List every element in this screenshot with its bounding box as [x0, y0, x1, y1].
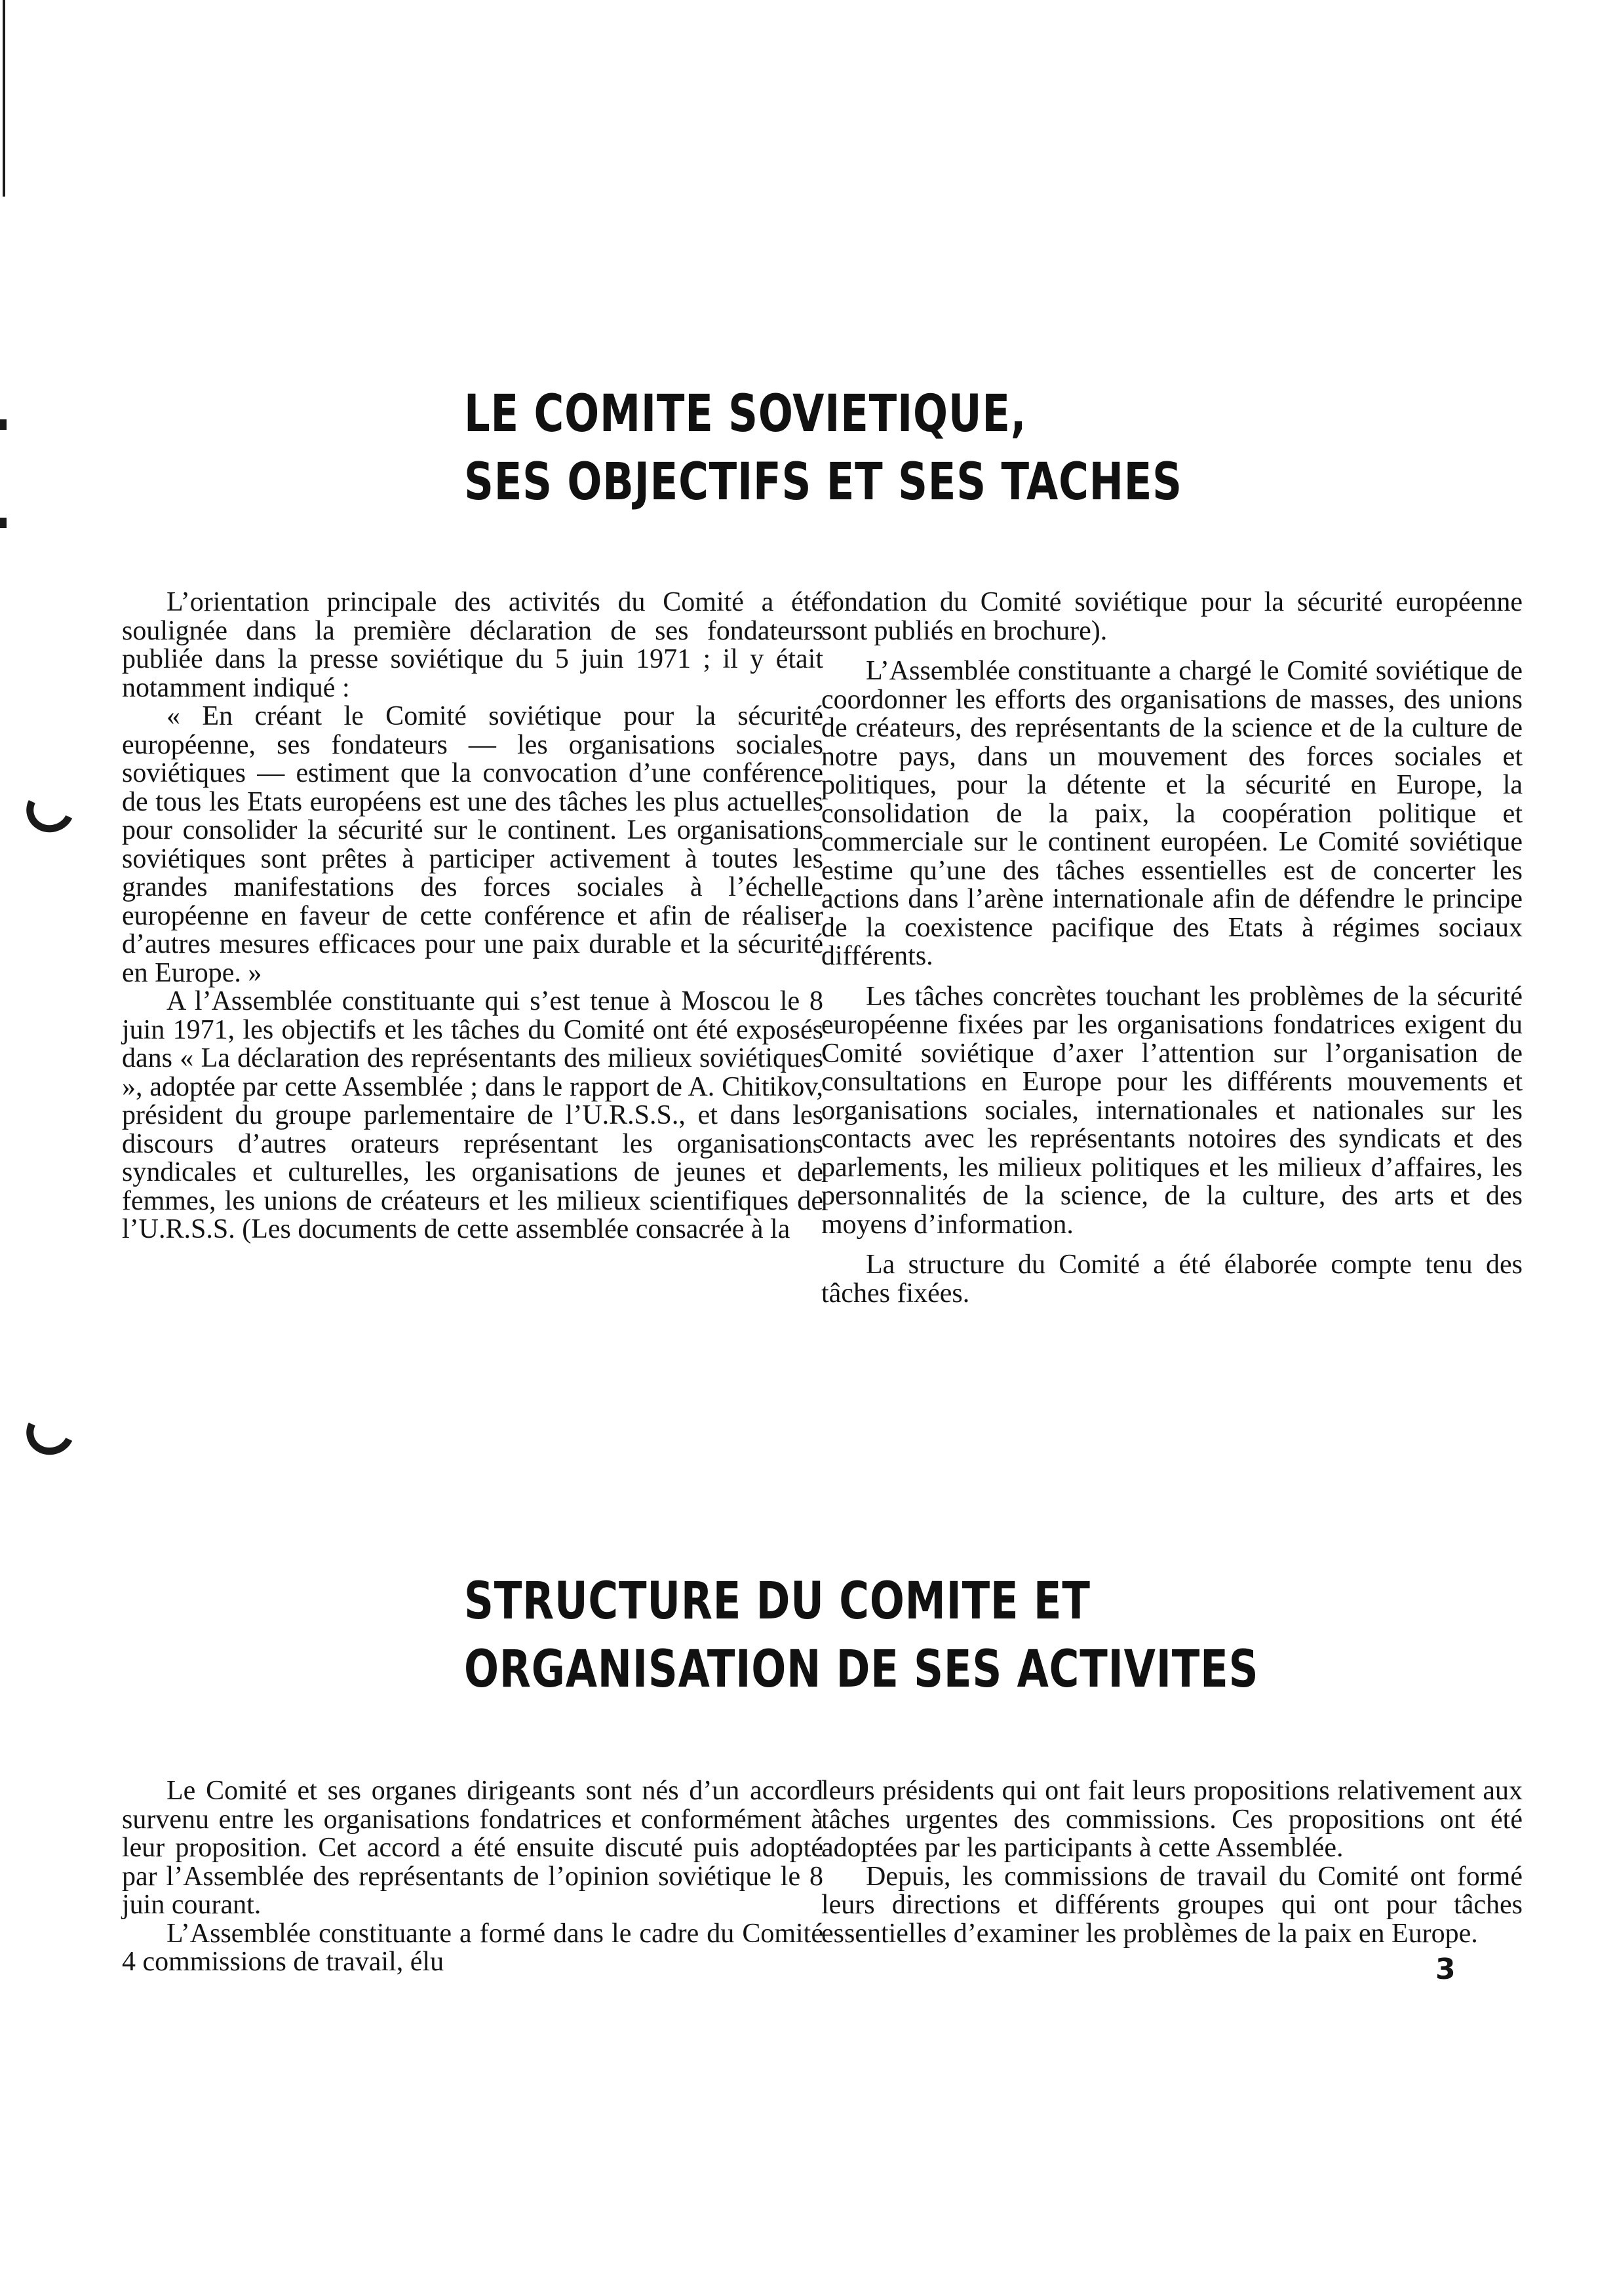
paragraph: Depuis, les commissions de travail du Comité ont formé leurs directions et différents groupes qui ont pour tâches essentielles d’examiner les problèmes de la paix en Europe.	[821, 1861, 1523, 1949]
paragraph: L’Assemblée constituante a chargé le Comité soviétique de coordonner les efforts des organisations de masses, des unions de créateurs, des représentants de la science et de la culture de notre pays, dans un mouvement des forces sociales et politiques, pour la détente et la sécurité en Europe, la consolidation de la paix, la coopération politique et commerciale sur le continent européen. Le Comité soviétique estime qu’une des tâches essentielles est de concerter les actions dans l’arène internationale afin de défendre le principe de la coexistence pacifique des Etats à régimes sociaux différents.	[821, 656, 1523, 971]
edge-mark-top	[0, 419, 7, 430]
binding-hole-mark-lower	[20, 1402, 81, 1461]
edge-mark-bottom	[0, 518, 7, 528]
paragraph: Les tâches concrètes touchant les problèmes de la sécurité européenne fixées par les organisations fondatrices exigent du Comité soviétique d’axer l’attention sur l’organisation de consultations en Europe pour les différents mouvements et organisations sociales, internationales et nationales sur les contacts avec les représentants notoires des syndicats et des parlements, les milieux politiques et les milieux d’affaires, les personnalités de la science, de la culture, des arts et des moyens d’information.	[821, 981, 1523, 1240]
paragraph: La structure du Comité a été élaborée compte tenu des tâches fixées.	[821, 1250, 1523, 1309]
section2-right-column	[821, 1777, 1523, 1948]
section1-heading	[464, 380, 1182, 516]
paragraph: A l’Assemblée constituante qui s’est tenue à Moscou le 8 juin 1971, les objectifs et les tâches du Comité ont été exposés dans « La déclaration des représentants des milieux soviétiques », adoptée par cette Assemblée ; dans le rapport de A. Chitikov, président du groupe parlementaire de l’U.R.S.S., et dans les discours d’autres orateurs représentant les organisations syndicales et culturelles, les organisations de jeunes et de femmes, les unions de créateurs et les milieux scientifiques de l’U.R.S.S. (Les documents de cette assemblée consacrée à la	[122, 986, 823, 1244]
section1-title-line2: SES OBJECTIFS ET SES TACHES	[464, 453, 1182, 512]
section1-right-column	[821, 588, 1523, 1308]
section2-left-column	[122, 1777, 823, 1977]
paragraph: leurs présidents qui ont fait leurs propositions relativement aux tâches urgentes des commissions. Ces propositions ont été adoptées par les participants à cette Assemblée.	[821, 1776, 1523, 1863]
paragraph: Le Comité et ses organes dirigeants sont nés d’un accord survenu entre les organisations fondatrices et conformément à leur proposition. Cet accord a été ensuite discuté puis adopté par l’Assemblée des représentants de l’opinion soviétique le 8 juin courant.	[122, 1776, 823, 1920]
section1-left-column	[122, 588, 823, 1244]
binding-hole-mark-upper	[20, 779, 81, 839]
left-edge-rule	[3, 0, 5, 197]
paragraph: L’Assemblée constituante a formé dans le cadre du Comité 4 commissions de travail, élu	[122, 1918, 823, 1977]
quotation-paragraph: « En créant le Comité soviétique pour la sécurité européenne, ses fondateurs — les organisations sociales soviétiques — estiment que la convocation d’une conférence de tous les Etats européens est une des tâches les plus actuelles pour consolider la sécurité sur le continent. Les organisations soviétiques sont prêtes à participer activement à toutes les grandes manifestations des forces sociales à l’échelle européenne en faveur de cette conférence et afin de réaliser d’autres mesures efficaces pour une paix durable et la sécurité en Europe. »	[122, 701, 823, 988]
paragraph: fondation du Comité soviétique pour la sécurité européenne sont publiés en brochure).	[821, 587, 1523, 646]
paragraph: L’orientation principale des activités du Comité a été soulignée dans la première déclaration de ses fondateurs publiée dans la presse soviétique du 5 juin 1971 ; il y était notamment indiqué :	[122, 587, 823, 703]
section2-title-line2: ORGANISATION DE SES ACTIVITES	[464, 1640, 1259, 1699]
section2-heading	[464, 1567, 1258, 1704]
page-number: 3	[1435, 1953, 1456, 1986]
section1-title-line1: LE COMITE SOVIETIQUE,	[464, 385, 1027, 444]
section2-title-line1: STRUCTURE DU COMITE ET	[464, 1572, 1091, 1631]
